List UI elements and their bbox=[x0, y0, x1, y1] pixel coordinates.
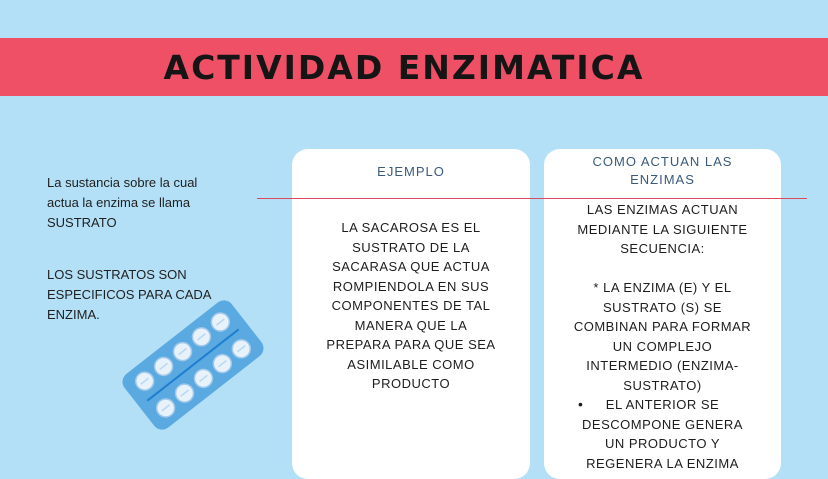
text-line: UN PRODUCTO Y bbox=[604, 436, 721, 451]
example-heading: EJEMPLO bbox=[377, 164, 445, 179]
text-line: MANERA QUE LA bbox=[354, 317, 468, 333]
title-banner bbox=[0, 38, 828, 96]
bullet-item bbox=[544, 395, 781, 415]
text-line: INTERMEDIO (ENZIMA- bbox=[586, 358, 739, 373]
text-line: SECUENCIA: bbox=[620, 241, 705, 256]
text-line: ESPECIFICOS PARA CADA bbox=[47, 287, 212, 302]
text-line: PRODUCTO bbox=[371, 376, 451, 391]
text-line: SUSTRATO bbox=[47, 215, 117, 230]
text-line: * LA ENZIMA (E) Y EL bbox=[593, 280, 732, 295]
bullet-icon: • bbox=[578, 396, 584, 412]
text-line: MEDIANTE LA SIGUIENTE bbox=[577, 221, 748, 237]
text-line: COMPONENTES DE TAL bbox=[331, 298, 491, 313]
heading-line: COMO ACTUAN LAS bbox=[592, 154, 733, 169]
page-title: ACTIVIDAD ENZIMATICA bbox=[163, 47, 645, 87]
example-body bbox=[292, 218, 530, 394]
text-line: REGENERA LA ENZIMA bbox=[586, 455, 739, 471]
text-line: LAS ENZIMAS ACTUAN bbox=[586, 202, 739, 217]
text-line: ROMPIENDOLA EN SUS bbox=[332, 278, 490, 294]
text-line: LA SACAROSA ES EL bbox=[341, 220, 481, 235]
text-line: SACARASA QUE ACTUA bbox=[332, 259, 490, 274]
text-line: ENZIMA. bbox=[47, 307, 100, 322]
divider-line bbox=[257, 198, 807, 199]
text-line: EL ANTERIOR SE bbox=[605, 397, 720, 412]
how-enzymes-work-body bbox=[544, 200, 781, 473]
text-line: LOS SUSTRATOS SON bbox=[47, 267, 187, 282]
text-line: UN COMPLEJO bbox=[612, 338, 713, 354]
text-line: actua la enzima se llama bbox=[47, 195, 191, 210]
text-line: DESCOMPONE GENERA bbox=[582, 416, 743, 432]
text-line: COMBINAN PARA FORMAR bbox=[573, 319, 752, 334]
text-line: ASIMILABLE COMO bbox=[347, 356, 475, 372]
text-line: SUSTRATO DE LA bbox=[352, 239, 470, 255]
how-enzymes-work-heading bbox=[544, 153, 781, 189]
heading-line: ENZIMAS bbox=[630, 172, 695, 187]
substrate-definition bbox=[47, 173, 247, 233]
pill-blister-pack-icon bbox=[118, 300, 268, 430]
text-line: La sustancia sobre la cual bbox=[47, 175, 198, 190]
text-line: SUSTRATO (S) SE bbox=[603, 299, 722, 315]
text-line: PREPARA PARA QUE SEA bbox=[326, 337, 496, 352]
text-line: SUSTRATO) bbox=[623, 377, 702, 393]
